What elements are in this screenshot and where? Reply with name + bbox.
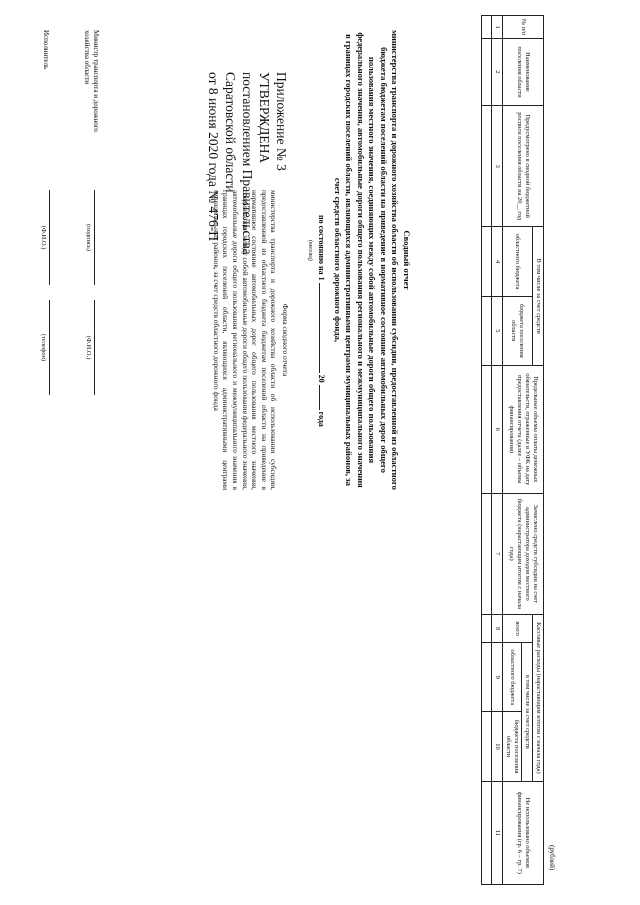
date-suffix: года [317,411,326,427]
date-line [317,215,326,427]
minister-signature-caption: (подпись) [85,224,92,251]
year-blank [319,385,320,410]
col-number: 4 [492,227,503,296]
table-cell [482,712,492,781]
header-unused: Не использовано объемов финансирования (гр. 6 – гр. 7) [503,781,544,884]
header-including: В том числе за счет средств [533,227,544,366]
executor-phone-line [49,300,50,395]
col-number: 7 [492,493,503,615]
minister-name-caption: (Ф.И.О.) [85,335,92,360]
table-row [482,16,492,885]
table-cell [482,16,492,39]
col-number: 8 [492,615,503,643]
col-number: 10 [492,712,503,781]
approved-line-3: от 8 июня 2020 года № 476-П [206,72,221,242]
executor-label: Исполнитель [42,30,50,70]
col-number: 2 [492,39,503,106]
table-cell [482,615,492,643]
table-cell [482,105,492,227]
executor-name-line [49,190,50,285]
header-planned: Предусмотрено в сводной бюджетной росписи поселения области на 20__ год [503,105,544,227]
header-settlement: бюджета поселения области [503,296,533,365]
date-prefix: по состоянию на 1 [317,215,326,281]
year-prefix: 20 [317,374,326,383]
form-text: министерства транспорта и дорожного хозяйства области об использовании субсидии, предоставленной из областного бюджета бюджетам поселений области на приведение в нормативное состояние автомобильных дорог общего пользования местного значения, соединяющих между собой автомобильные дороги общего пользования федерального значения, автомобильные дороги общего пользования регионального и межмуниципального значения в границах городских поселений области, являющихся административными центрами муниципальных районов, за счет средств областного дорожного фонда [211,190,279,490]
minister-label: Министр транспорта и дорожного хозяйства области [83,30,100,132]
col-number: 11 [492,781,503,884]
col-number: 3 [492,105,503,227]
header-cash-regional: областного бюджета [503,643,522,712]
report-title-block [332,30,413,490]
header-regional: областного бюджета [503,227,533,296]
currency-label: (рублей) [548,845,556,871]
approved-line-1: постановлением Правительства [240,72,255,255]
header-cash-total: всего [503,615,533,643]
approved-label: УТВЕРЖДЕНА [257,72,272,164]
col-number: 5 [492,296,503,365]
month-blank [319,283,320,373]
report-title: Сводный отчет [402,230,412,290]
report-table [481,15,544,885]
report-body: министерства транспорта и дорожного хозяйства области об использовании субсидии, предоставленной из областного бюджета бюджетам поселений области на приведение в нормативное состояние автомобильных дорог общего пользования местного значения, соединяющих между собой автомобильные дороги общего пользования федерального значения, автомобильные дороги общего пользования регионального и межмуниципального значения в границах городских поселений области, являющихся административными центрами муниципальных районов, за счет средств областного дорожного фонда, [333,30,401,490]
col-number: 6 [492,365,503,493]
table-cell [482,643,492,712]
col-number: 9 [492,643,503,712]
header-cash: Кассовые расходы (нарастающим итогом с начала года) [533,615,544,781]
month-caption: (месяц) [307,240,314,261]
minister-name-line [94,300,95,395]
minister-signature-line [94,190,95,285]
header-name: Наименование поселения области [503,39,544,106]
header-cash-including: в том числе за счет средств [522,643,533,782]
header-cash-settlement: бюджета поселения области [503,712,522,781]
col-number: 1 [492,16,503,39]
table-cell [482,296,492,365]
executor-name-caption: (Ф.И.О.) [40,225,47,250]
header-limit: Предельные объемы оплаты денежных обязательств, отраженные в УФК на дату предоставления отчета (далее – объемы финансирования) [503,365,544,493]
table-cell [482,493,492,615]
header-credited: Зачислено средств субсидии на счет администратора доходов местного бюджета (нарастающим итогом с начала года) [503,493,544,615]
table-cell [482,781,492,884]
header-no: № п/п [503,16,544,39]
appendix-number: Приложение № 3 [274,72,289,171]
table-cell [482,227,492,296]
form-description [211,190,290,490]
executor-phone-caption: (телефон) [40,333,47,362]
approved-line-2: Саратовской области [223,72,238,193]
table-cell [482,39,492,106]
column-numbers-row [492,16,503,885]
form-title: Форма сводного отчета [281,303,290,377]
table-cell [482,365,492,493]
